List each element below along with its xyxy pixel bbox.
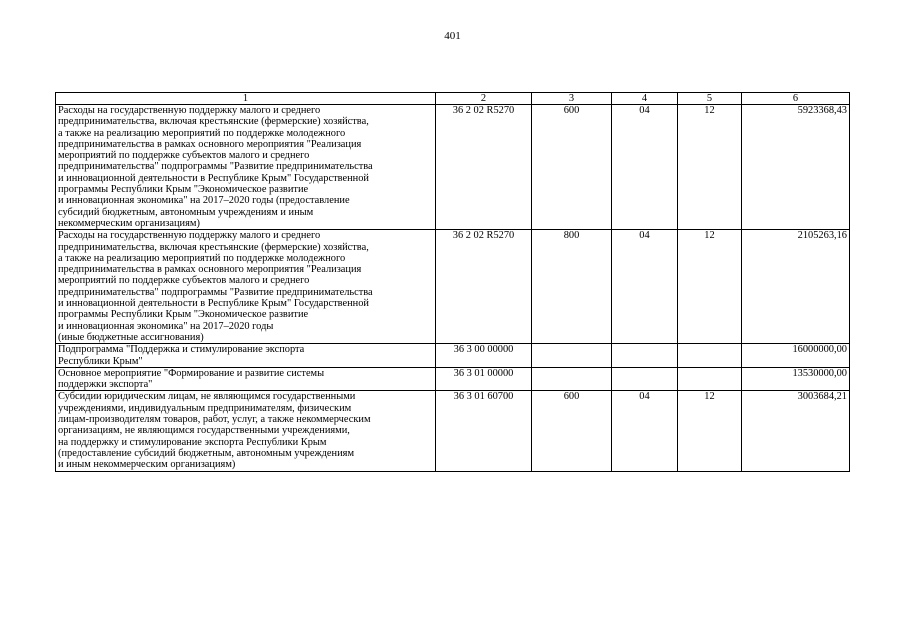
row-column-4: 04 bbox=[612, 391, 678, 471]
table-row bbox=[56, 367, 850, 391]
row-column-3: 800 bbox=[532, 230, 612, 344]
description-line: и инновационной деятельности в Республике Крым" Государственной bbox=[58, 298, 369, 310]
column-header-4: 4 bbox=[612, 93, 678, 105]
page-number: 401 bbox=[444, 30, 461, 42]
row-column-4: 04 bbox=[612, 230, 678, 344]
row-column-3: 600 bbox=[532, 391, 612, 471]
description-line: и инновационная экономика" на 2017–2020 годы (предоставление bbox=[58, 195, 350, 207]
column-header-2: 2 bbox=[436, 93, 532, 105]
description-line: предпринимательства в рамках основного мероприятия "Реализация bbox=[58, 264, 362, 276]
row-column-5: 12 bbox=[678, 391, 742, 471]
row-column-5: 12 bbox=[678, 230, 742, 344]
description-line: организациям, не являющимся государственными учреждениями, bbox=[58, 425, 350, 437]
row-description bbox=[56, 230, 436, 344]
description-line: Республики Крым" bbox=[58, 355, 143, 367]
description-line: предпринимательства" подпрограммы "Развитие предпринимательства bbox=[58, 286, 373, 298]
description-line: предпринимательства в рамках основного мероприятия "Реализация bbox=[58, 138, 362, 150]
description-line: некоммерческим организациям) bbox=[58, 217, 200, 229]
column-header-3: 3 bbox=[532, 93, 612, 105]
description-line: а также на реализацию мероприятий по поддержке молодежного bbox=[58, 127, 346, 139]
row-description bbox=[56, 391, 436, 471]
description-line: учреждениями, индивидуальным предпринимателям, физическим bbox=[58, 402, 352, 414]
column-header-6: 6 bbox=[742, 93, 850, 105]
description-line: мероприятий по поддержке субъектов малого и среднего bbox=[58, 150, 310, 162]
row-column-3 bbox=[532, 344, 612, 368]
row-code: 36 3 01 60700 bbox=[436, 391, 532, 471]
row-column-4 bbox=[612, 344, 678, 368]
row-amount: 16000000,00 bbox=[742, 344, 850, 368]
column-header-1: 1 bbox=[56, 93, 436, 105]
description-line: лицам-производителям товаров, работ, услуг, а также некоммерческим bbox=[58, 414, 371, 426]
row-code: 36 3 00 00000 bbox=[436, 344, 532, 368]
row-description bbox=[56, 367, 436, 391]
column-header-5: 5 bbox=[678, 93, 742, 105]
description-line: Субсидии юридическим лицам, не являющимся государственными bbox=[58, 391, 356, 403]
description-line: Расходы на государственную поддержку малого и среднего bbox=[58, 105, 321, 116]
description-line: а также на реализацию мероприятий по поддержке молодежного bbox=[58, 252, 346, 264]
row-description bbox=[56, 344, 436, 368]
row-amount: 13530000,00 bbox=[742, 367, 850, 391]
header-row bbox=[56, 93, 850, 105]
row-column-4: 04 bbox=[612, 105, 678, 230]
row-description bbox=[56, 105, 436, 230]
row-amount: 5923368,43 bbox=[742, 105, 850, 230]
row-amount: 3003684,21 bbox=[742, 391, 850, 471]
row-code: 36 3 01 00000 bbox=[436, 367, 532, 391]
row-column-3: 600 bbox=[532, 105, 612, 230]
table-row bbox=[56, 391, 850, 471]
description-line: Подпрограмма "Поддержка и стимулирование экспорта bbox=[58, 344, 305, 356]
description-line: Расходы на государственную поддержку малого и среднего bbox=[58, 230, 321, 242]
table-row bbox=[56, 105, 850, 230]
budget-table bbox=[55, 92, 850, 472]
table-row bbox=[56, 230, 850, 344]
row-column-3 bbox=[532, 367, 612, 391]
description-line: предпринимательства, включая крестьянские (фермерские) хозяйства, bbox=[58, 241, 369, 253]
description-line: субсидий бюджетным, автономным учреждениям и иным bbox=[58, 206, 314, 218]
description-line: программы Республики Крым "Экономическое развитие bbox=[58, 184, 309, 196]
row-column-5 bbox=[678, 367, 742, 391]
description-line: и иным некоммерческим организациям) bbox=[58, 459, 236, 471]
description-line: Основное мероприятие "Формирование и развитие системы bbox=[58, 367, 325, 379]
row-column-5 bbox=[678, 344, 742, 368]
row-column-5: 12 bbox=[678, 105, 742, 230]
description-line: и инновационной деятельности в Республике Крым" Государственной bbox=[58, 172, 369, 184]
table-row bbox=[56, 344, 850, 368]
description-line: (предоставление субсидий бюджетным, автономным учреждениям bbox=[58, 447, 355, 459]
row-amount: 2105263,16 bbox=[742, 230, 850, 344]
description-line: и инновационная экономика" на 2017–2020 годы bbox=[58, 320, 274, 332]
description-line: мероприятий по поддержке субъектов малого и среднего bbox=[58, 275, 310, 287]
description-line: поддержки экспорта" bbox=[58, 379, 153, 391]
row-code: 36 2 02 R5270 bbox=[436, 105, 532, 230]
description-line: предпринимательства, включая крестьянские (фермерские) хозяйства, bbox=[58, 116, 369, 128]
description-line: предпринимательства" подпрограммы "Развитие предпринимательства bbox=[58, 161, 373, 173]
row-code: 36 2 02 R5270 bbox=[436, 230, 532, 344]
description-line: на поддержку и стимулирование экспорта Республики Крым bbox=[58, 436, 327, 448]
row-column-4 bbox=[612, 367, 678, 391]
description-line: программы Республики Крым "Экономическое развитие bbox=[58, 309, 309, 321]
description-line: (иные бюджетные ассигнования) bbox=[58, 331, 204, 343]
